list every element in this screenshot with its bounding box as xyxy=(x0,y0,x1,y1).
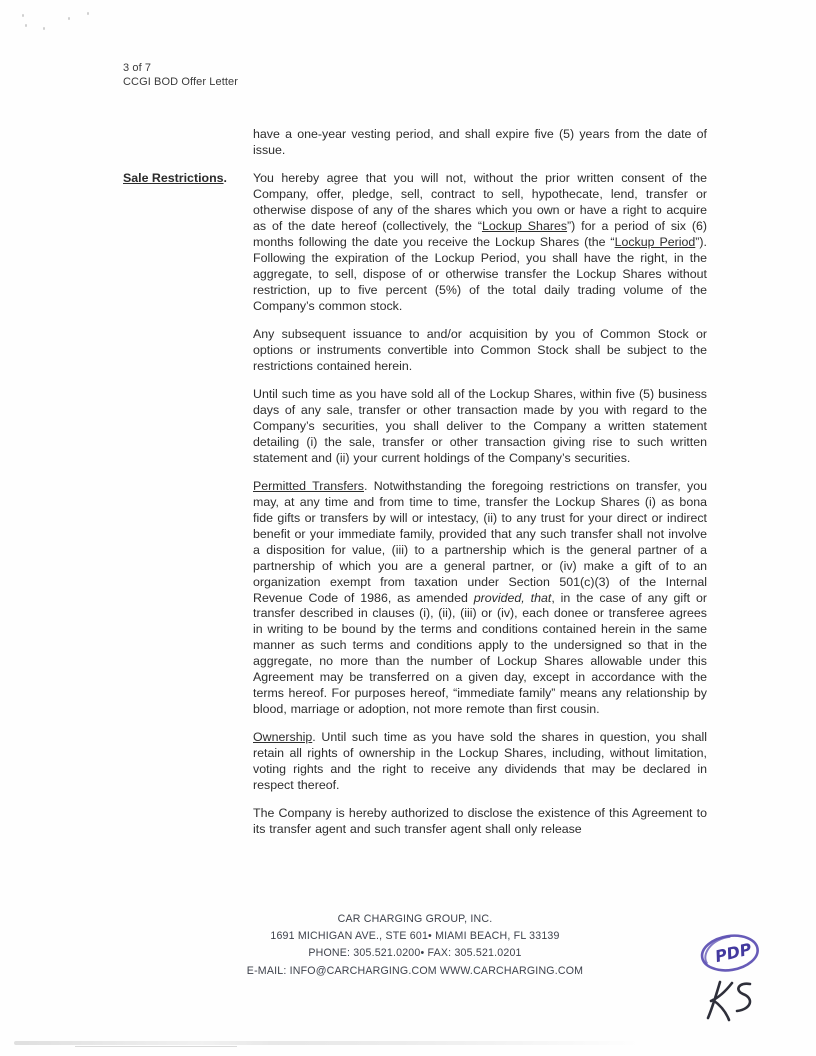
scan-speck xyxy=(87,12,89,15)
company-footer xyxy=(123,911,707,980)
section-label xyxy=(123,806,253,838)
text-segment: . Notwithstanding the foregoing restrictions on transfer, you may, at any time and from time to time, transfer the Lockup Shares (i) as bona fide gifts or transfers by will or intestacy, (ii) to any trust for your direct or indirect benefit or your immediate family, provided that any such transfer shall not involve a disposition for value, (iii) to a partnership which is the general partner of a partnership of which you are a general partner, or (iv) make a gift of to an organization exempt from taxation under Section 501(c)(3) of the Internal Revenue Code of 1986, as amended xyxy=(253,479,707,605)
page-header xyxy=(123,62,238,89)
paragraph xyxy=(253,806,707,838)
scan-artifact-line xyxy=(75,1046,237,1047)
scan-speck xyxy=(22,14,24,17)
section-label xyxy=(123,127,253,159)
text-segment: Permitted Transfers xyxy=(253,479,364,494)
section-label xyxy=(123,171,253,314)
text-segment: Any subsequent issuance to and/or acquisition by you of Common Stock or options or instruments convertible into Common Stock shall be subject to the restrictions contained herein. xyxy=(253,326,707,373)
initials-strokes xyxy=(708,982,750,1020)
paragraph xyxy=(253,730,707,794)
circled-initials-text: PDP xyxy=(713,939,754,967)
scan-speck xyxy=(68,17,70,20)
document-body xyxy=(123,127,707,851)
footer-line: 1691 MICHIGAN AVE., STE 601• MIAMI BEACH, FL 33139 xyxy=(270,930,560,943)
body-section xyxy=(123,387,707,467)
text-segment: provided, that xyxy=(473,590,552,605)
footer-line: E-MAIL: INFO@CARCHARGING.COM WWW.CARCHARGING.COM xyxy=(246,964,584,977)
handwriting-svg xyxy=(686,926,782,1030)
body-section xyxy=(123,730,707,794)
body-section xyxy=(123,479,707,718)
text-segment: You hereby agree that you will not, without the prior written consent of the Company, offer, pledge, sell, contract to sell, hypothecate, lend, transfer or otherwise dispose of any of the shares which you own or have a right to acquire as of the date hereof (collectively, the “ xyxy=(253,171,707,234)
scan-artifact-streak xyxy=(14,1041,642,1045)
paragraph xyxy=(253,171,707,314)
text-segment: have a one-year vesting period, and shall expire five (5) years from the date of issue. xyxy=(253,127,707,157)
document-title: CCGI BOD Offer Letter xyxy=(123,75,238,88)
text-segment: . Until such time as you have sold the shares in question, you shall retain all rights of ownership in the Lockup Shares, including, without limitation, voting rights and the right to receive any dividends that may be declared in respect thereof. xyxy=(253,730,707,793)
body-section xyxy=(123,127,707,159)
text-segment: ”) for a period of six (6) months following the date you receive the Lockup Shares (the “ xyxy=(253,219,707,249)
body-section xyxy=(123,171,707,314)
text-segment: The Company is hereby authorized to disclose the existence of this Agreement to its transfer agent and such transfer agent shall only release xyxy=(253,806,707,837)
section-label xyxy=(123,730,253,794)
section-label-text: Sale Restrictions xyxy=(123,171,224,186)
scan-speck xyxy=(25,24,27,27)
text-segment: Until such time as you have sold all of the Lockup Shares, within five (5) business days of any sale, transfer or other transaction made by you with regard to the Company’s securities, you shall deliver to the Company a written statement detailing (i) the sale, transfer or other transaction giving rise to such written statement and (ii) your current holdings of the Company’s securities. xyxy=(253,387,707,465)
text-segment: Lockup Period xyxy=(614,234,696,249)
body-section xyxy=(123,327,707,375)
paragraph xyxy=(253,387,707,467)
text-segment: Lockup Shares xyxy=(481,219,568,234)
paragraph xyxy=(253,327,707,375)
page-number: 3 of 7 xyxy=(123,62,152,74)
text-segment: Ownership xyxy=(253,730,313,745)
footer-line: PHONE: 305.521.0200• FAX: 305.521.0201 xyxy=(308,947,522,960)
section-label-suffix: . xyxy=(223,171,227,186)
handwritten-annotation xyxy=(686,926,782,1030)
paragraph xyxy=(253,479,707,718)
section-label xyxy=(123,479,253,718)
scan-speck xyxy=(43,27,45,30)
text-segment: , in the case of any gift or transfer described in clauses (i), (ii), (iii) or (iv), each donee or transferee agrees in writing to be bound by the terms and conditions contained herein in the same manner as such terms and conditions apply to the undersigned so that in the aggregate, no more than the number of Lockup Shares allowable under this Agreement may be transferred on a given day, except in accordance with the terms hereof. For purposes hereof, “immediate family” means any relationship by blood, marriage or adoption, not more remote than first cousin. xyxy=(253,590,707,716)
body-section xyxy=(123,806,707,838)
paragraph xyxy=(253,127,707,159)
section-label xyxy=(123,387,253,467)
section-label xyxy=(123,327,253,375)
footer-line: CAR CHARGING GROUP, INC. xyxy=(337,913,493,925)
text-segment: ”). Following the expiration of the Lockup Period, you shall have the right, in the aggregate, to sell, dispose of or otherwise transfer the Lockup Shares without restriction, up to five percent (5%) of the total daily trading volume of the Company’s common stock. xyxy=(253,234,707,313)
